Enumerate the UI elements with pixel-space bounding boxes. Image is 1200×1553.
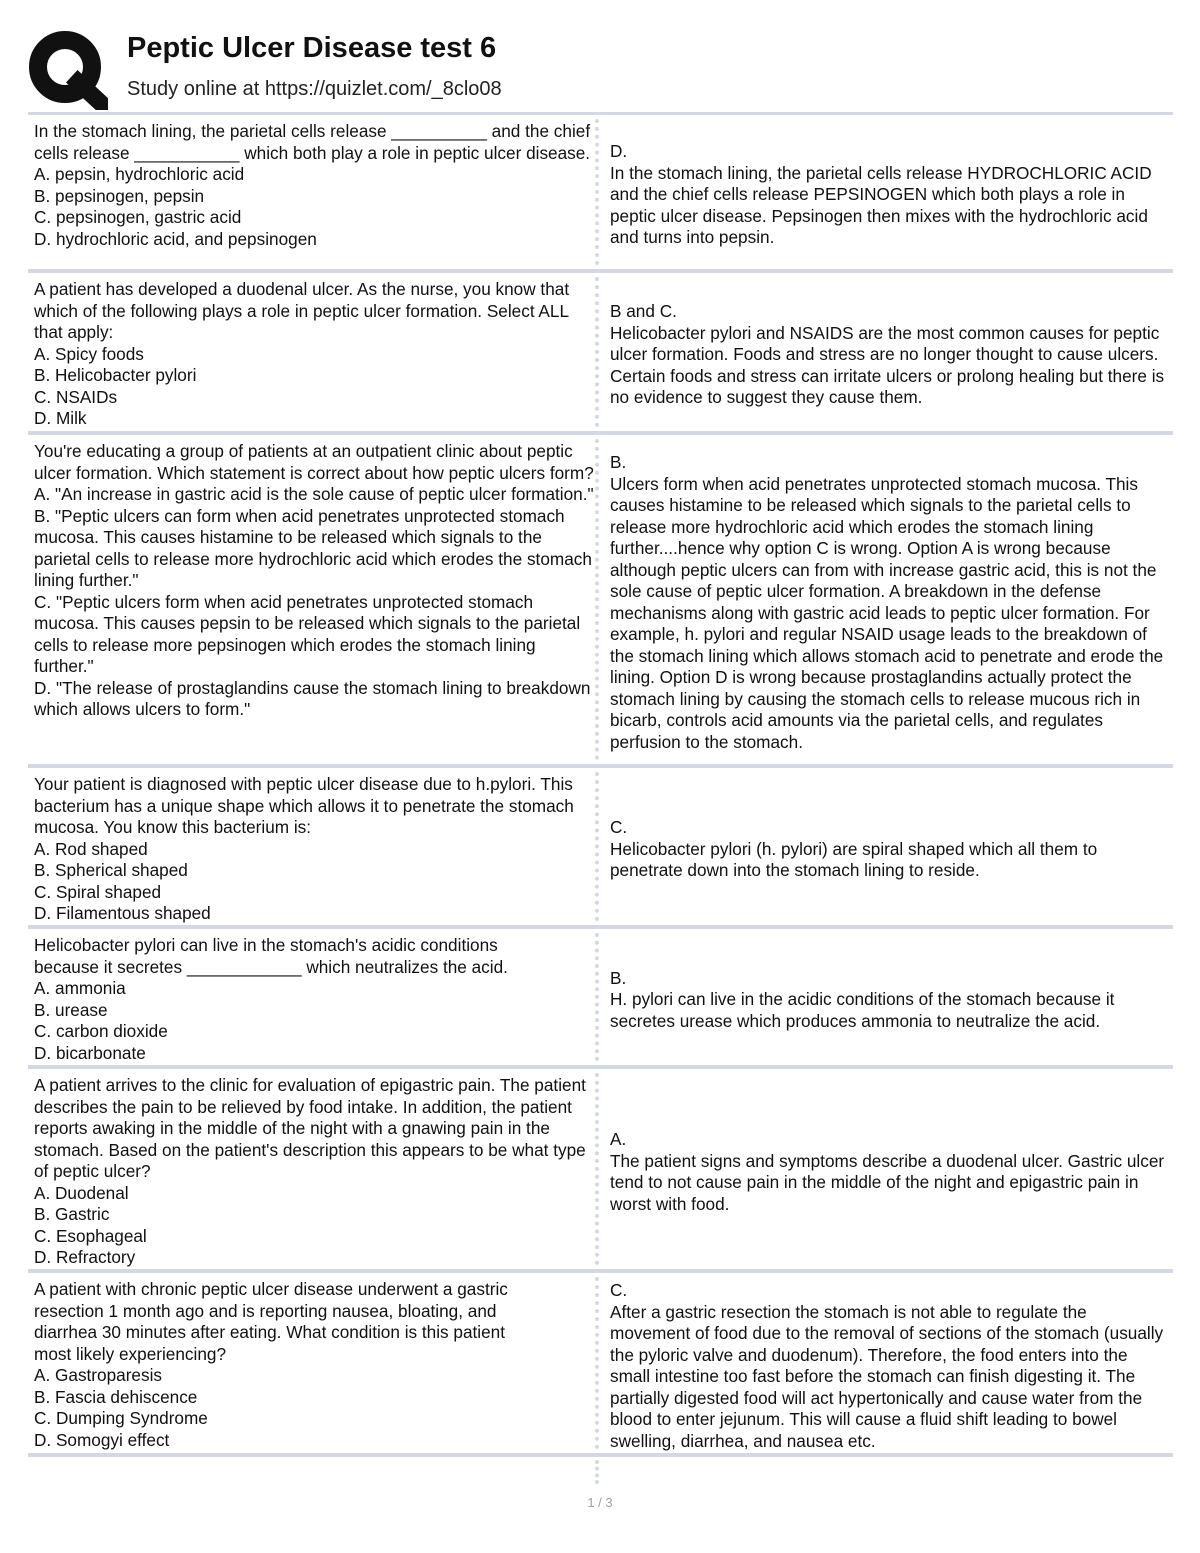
card-answer: B. — [610, 452, 627, 472]
column-divider — [595, 1460, 599, 1484]
card-answer: D. — [610, 141, 628, 162]
flashcard — [28, 768, 1173, 929]
card-definition — [598, 1273, 1173, 1453]
page-title: Peptic Ulcer Disease test 6 — [127, 32, 497, 64]
card-term: A patient with chronic peptic ulcer disease underwent a gastric resection 1 month ago and is reporting nausea, bloating, and diarrhea 30 minutes after eating. What condition is this patient most likely experiencing? A. Gastroparesis B. Fascia dehiscence C. Dumping Syndrome D. Somogyi effect — [34, 1279, 508, 1450]
flashcard — [28, 435, 1173, 768]
card-answer: A. — [610, 1129, 627, 1149]
flashcard — [28, 1069, 1173, 1273]
flashcard — [28, 1273, 1173, 1457]
card-definition — [598, 929, 1173, 1065]
card-definition — [598, 1069, 1173, 1269]
card-answer: B. — [610, 967, 627, 988]
card-definition — [598, 435, 1173, 764]
card-definition — [598, 768, 1173, 925]
card-explanation: H. pylori can live in the acidic conditions of the stomach because it secretes urease which produces ammonia to neutralize the acid. — [610, 989, 1115, 1031]
card-definition — [598, 273, 1173, 431]
page-number: 1 / 3 — [587, 1495, 613, 1510]
card-term: You're educating a group of patients at an outpatient clinic about peptic ulcer formation. Which statement is correct about how peptic ulcers form? A. "An increase in gastric acid is the sole cause of peptic ulcer formation." B. "Peptic ulcers can form when acid penetrates unprotected stomach mucosa. This causes histamine to be released which signals to the parietal cells to release more hydrochloric acid which erodes the stomach lining further." C. "Peptic ulcers form when acid penetrates unprotected stomach mucosa. This causes pepsin to be released which signals to the parietal cells to release more pepsinogen which erodes the stomach lining further." D. "The release of prostaglandins cause the stomach lining to breakdown which allows ulcers to form." — [34, 441, 594, 719]
study-link[interactable]: Study online at https://quizlet.com/_8clo08 — [127, 78, 502, 100]
card-explanation: After a gastric resection the stomach is not able to regulate the movement of food due to the removal of sections of the stomach (usually the pyloric valve and duodenum). Therefore, the food enters into the small intestine too fast before the stomach can finish digesting it. The partially digested food will act hypertonically and cause water from the blood to enter jejunum. This will cause a fluid shift leading to bowel swelling, diarrhea, and nausea etc. — [610, 1301, 1164, 1451]
flashcard-list — [28, 112, 1173, 1457]
card-explanation: Helicobacter pylori (h. pylori) are spiral shaped which all them to penetrate down into the stomach lining to reside. — [610, 838, 1098, 881]
card-explanation: Helicobacter pylori and NSAIDS are the most common causes for peptic ulcer formation. Foods and stress are no longer thought to cause ulcers. Certain foods and stress can irritate ulcers or prolong healing but there is no evidence to suggest they cause them. — [610, 322, 1165, 408]
quizlet-logo-icon — [28, 30, 108, 110]
card-answer: B and C. — [610, 301, 677, 322]
card-term: Your patient is diagnosed with peptic ulcer disease due to h.pylori. This bacterium has a unique shape which allows it to penetrate the stomach mucosa. You know this bacterium is: A. Rod shaped B. Spherical shaped C. Spiral shaped D. Filamentous shaped — [34, 774, 574, 923]
card-term: A patient arrives to the clinic for evaluation of epigastric pain. The patient describes the pain to be relieved by food intake. In addition, the patient reports awaking in the middle of the night with a gnawing pain in the stomach. Based on the patient's description this appears to be what type of peptic ulcer? A. Duodenal B. Gastric C. Esophageal D. Refractory — [34, 1075, 586, 1267]
card-term: A patient has developed a duodenal ulcer. As the nurse, you know that which of the following plays a role in peptic ulcer formation. Select ALL that apply: A. Spicy foods B. Helicobacter pylori C. NSAIDs D. Milk — [34, 279, 570, 428]
card-definition — [598, 115, 1173, 269]
flashcard — [28, 273, 1173, 435]
page-header — [28, 28, 1178, 110]
card-answer: C. — [610, 1280, 628, 1300]
card-explanation: The patient signs and symptoms describe a duodenal ulcer. Gastric ulcer tend to not cause pain in the middle of the night and epigastric pain in worst with food. — [610, 1150, 1165, 1214]
card-term: Helicobacter pylori can live in the stomach's acidic conditions because it secretes ____________ which neutralizes the acid. A. ammonia B. urease C. carbon dioxide D. bicarbonate — [34, 935, 508, 1063]
card-term: In the stomach lining, the parietal cells release __________ and the chief cells release ___________ which both play a role in peptic ulcer disease. A. pepsin, hydrochloric acid B. pepsinogen, pepsin C. pepsinogen, gastric acid D. hydrochloric acid, and pepsinogen — [34, 121, 591, 249]
card-answer: C. — [610, 817, 628, 838]
flashcard — [28, 115, 1173, 273]
flashcard — [28, 929, 1173, 1069]
card-explanation: In the stomach lining, the parietal cells release HYDROCHLORIC ACID and the chief cells release PEPSINOGEN which both plays a role in peptic ulcer disease. Pepsinogen then mixes with the hydrochloric acid and turns into pepsin. — [610, 162, 1152, 248]
card-explanation: Ulcers form when acid penetrates unprotected stomach mucosa. This causes histamine to be released which signals to the parietal cells to release more hydrochloric acid which erodes the stomach lining further....hence why option C is wrong. Option A is wrong because although peptic ulcers can from with increase gastric acid, this is not the sole cause of peptic ulcer formation. A breakdown in the defense mechanisms along with gastric acid leads to peptic ulcer formation. For example, h. pylori and regular NSAID usage leads to the breakdown of the stomach lining which allows stomach acid to penetrate and erode the lining. Option D is wrong because prostaglandins actually protect the stomach lining by causing the stomach cells to release mucous rich in bicarb, controls acid amounts via the parietal cells, and regulates perfusion to the stomach. — [610, 473, 1164, 752]
